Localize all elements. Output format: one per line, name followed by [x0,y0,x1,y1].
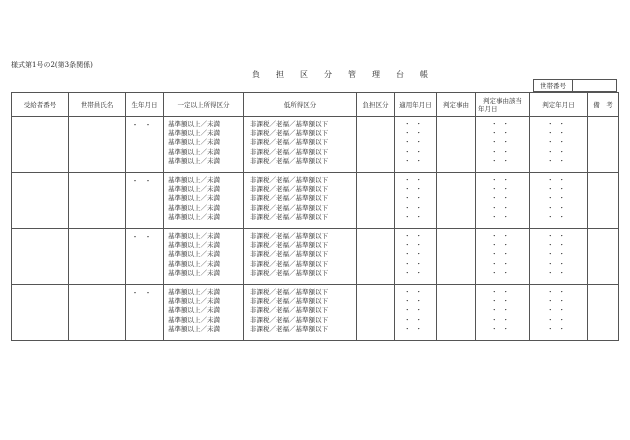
applied-date-dots[interactable]: ・・ [404,185,427,194]
income-class-option[interactable]: 基準額以上／未満 [168,288,220,296]
header-recipient-no: 受給者番号 [12,93,69,117]
income-class-option[interactable]: 基準額以上／未満 [168,156,220,165]
judgment-date-dots[interactable]: ・・ [547,297,570,306]
low-income-class-option[interactable]: 非課税／老福／基準額以下 [250,147,328,156]
applied-date-dots[interactable]: ・・ [404,241,427,250]
applied-date-dots[interactable]: ・・ [404,176,427,184]
birth-date-dots: ・・ [131,289,158,297]
low-income-class-option[interactable]: 非課税／老福／基準額以下 [250,194,328,203]
household-number-box [533,79,617,92]
applied-date-cell[interactable] [395,285,437,341]
judgment-date-dots[interactable]: ・・ [547,185,570,194]
applied-date-cell[interactable] [395,117,437,173]
judgment-date-dots[interactable]: ・・ [547,120,570,128]
low-income-class-cell [244,229,357,285]
reason-date-dots[interactable]: ・・ [491,185,514,194]
householder-cell[interactable] [69,173,126,229]
judgment-date-dots[interactable]: ・・ [547,176,570,184]
low-income-class-option[interactable]: 非課税／老福／基準額以下 [250,315,328,324]
applied-date-dots[interactable]: ・・ [404,138,427,147]
low-income-class-option[interactable]: 非課税／老福／基準額以下 [250,185,328,194]
income-class-option[interactable]: 基準額以上／未満 [168,129,220,138]
income-class-option[interactable]: 基準額以上／未満 [168,241,220,250]
judgment-date-dots[interactable]: ・・ [547,315,570,324]
judgment-date-dots[interactable]: ・・ [547,306,570,315]
header-applied-date: 適用年月日 [395,93,437,117]
householder-cell[interactable] [69,117,126,173]
burden-ledger-table [11,92,619,341]
ledger-row [12,285,619,341]
judgment-reason-cell[interactable] [437,229,476,285]
low-income-class-cell [244,285,357,341]
recipient-no-cell[interactable] [12,173,69,229]
low-income-class-option-stack [244,173,356,222]
reason-date-dots-stack [476,285,529,334]
income-class-cell [164,285,244,341]
birth-date-dots: ・・ [131,177,158,185]
remarks-cell[interactable] [588,285,619,341]
burden-class-cell[interactable] [357,173,395,229]
applied-date-dots[interactable]: ・・ [404,297,427,306]
income-class-option[interactable]: 基準額以上／未満 [168,185,220,194]
judgment-reason-cell[interactable] [437,173,476,229]
reason-date-dots[interactable]: ・・ [491,147,514,156]
burden-class-cell[interactable] [357,229,395,285]
applied-date-dots[interactable]: ・・ [404,268,427,277]
judgment-date-dots[interactable]: ・・ [547,138,570,147]
applied-date-cell[interactable] [395,229,437,285]
reason-date-dots[interactable]: ・・ [491,306,514,315]
low-income-class-option[interactable]: 非課税／老福／基準額以下 [250,232,328,240]
judgment-date-dots[interactable]: ・・ [547,324,570,333]
applied-date-dots-stack [395,117,436,166]
reason-date-dots[interactable]: ・・ [491,156,514,165]
header-reason-date-line1: 判定事由該当 [483,96,522,105]
remarks-cell[interactable] [588,229,619,285]
income-class-option[interactable]: 基準額以上／未満 [168,232,220,240]
applied-date-dots[interactable]: ・・ [404,129,427,138]
income-class-option[interactable]: 基準額以上／未満 [168,324,220,333]
reason-date-dots[interactable]: ・・ [491,297,514,306]
income-class-option[interactable]: 基準額以上／未満 [168,315,220,324]
birth-date-dots: ・・ [131,233,158,241]
applied-date-dots[interactable]: ・・ [404,232,427,240]
ledger-row [12,229,619,285]
reason-date-dots[interactable]: ・・ [491,120,514,128]
applied-date-dots[interactable]: ・・ [404,306,427,315]
header-judgment-date: 判定年月日 [530,93,588,117]
judgment-date-dots-stack [530,229,587,278]
judgment-date-dots[interactable]: ・・ [547,232,570,240]
income-class-option[interactable]: 基準額以上／未満 [168,212,220,221]
income-class-option[interactable]: 基準額以上／未満 [168,120,220,128]
reason-date-dots[interactable]: ・・ [491,232,514,240]
form-number: 様式第1号の2(第3条関係) [11,61,93,69]
household-number-field[interactable] [573,80,616,91]
reason-date-cell[interactable] [476,229,530,285]
judgment-date-dots[interactable]: ・・ [547,288,570,296]
judgment-date-cell[interactable] [530,229,588,285]
recipient-no-cell[interactable] [12,229,69,285]
ledger-row [12,173,619,229]
householder-cell[interactable] [69,229,126,285]
income-class-option-stack [164,117,243,166]
low-income-class-option[interactable]: 非課税／老福／基準額以下 [250,212,328,221]
header-row [12,93,619,117]
judgment-date-dots-stack [530,117,587,166]
recipient-no-cell[interactable] [12,117,69,173]
header-reason-date-line2: 年月日 [478,104,498,113]
income-class-cell [164,117,244,173]
applied-date-cell[interactable] [395,173,437,229]
income-class-option[interactable]: 基準額以上／未満 [168,268,220,277]
recipient-no-cell[interactable] [12,285,69,341]
low-income-class-option[interactable]: 非課税／老福／基準額以下 [250,241,328,250]
reason-date-dots[interactable]: ・・ [491,129,514,138]
judgment-date-cell[interactable] [530,117,588,173]
header-low-income-class: 低所得区分 [244,93,357,117]
low-income-class-option[interactable]: 非課税／老福／基準額以下 [250,324,328,333]
income-class-cell [164,173,244,229]
low-income-class-option-stack [244,285,356,334]
judgment-date-dots[interactable]: ・・ [547,212,570,221]
reason-date-cell[interactable] [476,173,530,229]
low-income-class-option[interactable]: 非課税／老福／基準額以下 [250,120,328,128]
judgment-date-dots-stack [530,285,587,334]
reason-date-dots[interactable]: ・・ [491,315,514,324]
reason-date-cell[interactable] [476,117,530,173]
low-income-class-option[interactable]: 非課税／老福／基準額以下 [250,297,328,306]
form-title: 負 担 区 分 管 理 台 帳 [252,70,432,79]
reason-date-dots[interactable]: ・・ [491,250,514,259]
header-remarks: 備 考 [588,93,619,117]
burden-class-cell[interactable] [357,285,395,341]
applied-date-dots[interactable]: ・・ [404,259,427,268]
low-income-class-option[interactable]: 非課税／老福／基準額以下 [250,250,328,259]
reason-date-dots[interactable]: ・・ [491,259,514,268]
judgment-date-dots[interactable]: ・・ [547,250,570,259]
judgment-date-dots[interactable]: ・・ [547,129,570,138]
judgment-date-dots[interactable]: ・・ [547,241,570,250]
ledger-row [12,117,619,173]
reason-date-dots[interactable]: ・・ [491,176,514,184]
income-class-option[interactable]: 基準額以上／未満 [168,306,220,315]
reason-date-dots-stack [476,117,529,166]
reason-date-dots[interactable]: ・・ [491,138,514,147]
low-income-class-option-stack [244,229,356,278]
low-income-class-option[interactable]: 非課税／老福／基準額以下 [250,203,328,212]
applied-date-dots[interactable]: ・・ [404,147,427,156]
header-income-class: 一定以上所得区分 [164,93,244,117]
birth-date-cell[interactable] [126,173,164,229]
applied-date-dots[interactable]: ・・ [404,315,427,324]
judgment-date-dots[interactable]: ・・ [547,194,570,203]
applied-date-dots[interactable]: ・・ [404,288,427,296]
reason-date-dots[interactable]: ・・ [491,241,514,250]
reason-date-cell[interactable] [476,285,530,341]
reason-date-dots[interactable]: ・・ [491,194,514,203]
low-income-class-option[interactable]: 非課税／老福／基準額以下 [250,129,328,138]
income-class-option[interactable]: 基準額以上／未満 [168,147,220,156]
judgment-date-cell[interactable] [530,173,588,229]
applied-date-dots[interactable]: ・・ [404,156,427,165]
judgment-date-dots[interactable]: ・・ [547,268,570,277]
low-income-class-option[interactable]: 非課税／老福／基準額以下 [250,268,328,277]
judgment-reason-cell[interactable] [437,285,476,341]
low-income-class-option[interactable]: 非課税／老福／基準額以下 [250,138,328,147]
income-class-option-stack [164,229,243,278]
header-householder: 世帯員氏名 [69,93,126,117]
judgment-date-dots[interactable]: ・・ [547,147,570,156]
header-birth-date: 生年月日 [126,93,164,117]
header-judgment-reason: 判定事由 [437,93,476,117]
applied-date-dots-stack [395,285,436,334]
birth-date-cell[interactable] [126,285,164,341]
applied-date-dots[interactable]: ・・ [404,212,427,221]
income-class-option[interactable]: 基準額以上／未満 [168,203,220,212]
judgment-date-dots-stack [530,173,587,222]
income-class-option-stack [164,285,243,334]
reason-date-dots[interactable]: ・・ [491,288,514,296]
judgment-date-cell[interactable] [530,285,588,341]
reason-date-dots-stack [476,229,529,278]
income-class-option[interactable]: 基準額以上／未満 [168,250,220,259]
applied-date-dots[interactable]: ・・ [404,203,427,212]
birth-date-dots: ・・ [131,121,158,129]
applied-date-dots[interactable]: ・・ [404,324,427,333]
low-income-class-cell [244,117,357,173]
income-class-option[interactable]: 基準額以上／未満 [168,194,220,203]
low-income-class-option[interactable]: 非課税／老福／基準額以下 [250,306,328,315]
header-reason-date [476,93,530,117]
birth-date-cell[interactable] [126,117,164,173]
income-class-option[interactable]: 基準額以上／未満 [168,176,220,184]
judgment-reason-cell[interactable] [437,117,476,173]
reason-date-dots[interactable]: ・・ [491,324,514,333]
reason-date-dots-stack [476,173,529,222]
reason-date-dots[interactable]: ・・ [491,212,514,221]
judgment-date-dots[interactable]: ・・ [547,203,570,212]
applied-date-dots[interactable]: ・・ [404,250,427,259]
remarks-cell[interactable] [588,173,619,229]
reason-date-dots[interactable]: ・・ [491,203,514,212]
low-income-class-option[interactable]: 非課税／老福／基準額以下 [250,176,328,184]
income-class-option[interactable]: 基準額以上／未満 [168,138,220,147]
judgment-date-dots[interactable]: ・・ [547,156,570,165]
income-class-option-stack [164,173,243,222]
applied-date-dots[interactable]: ・・ [404,120,427,128]
low-income-class-option[interactable]: 非課税／老福／基準額以下 [250,288,328,296]
reason-date-dots[interactable]: ・・ [491,268,514,277]
applied-date-dots[interactable]: ・・ [404,194,427,203]
burden-class-cell[interactable] [357,117,395,173]
applied-date-dots-stack [395,173,436,222]
household-number-label: 世帯番号 [534,80,573,91]
income-class-option[interactable]: 基準額以上／未満 [168,259,220,268]
applied-date-dots-stack [395,229,436,278]
birth-date-cell[interactable] [126,229,164,285]
income-class-cell [164,229,244,285]
header-burden-class: 負担区分 [357,93,395,117]
income-class-option[interactable]: 基準額以上／未満 [168,297,220,306]
remarks-cell[interactable] [588,117,619,173]
judgment-date-dots[interactable]: ・・ [547,259,570,268]
low-income-class-cell [244,173,357,229]
householder-cell[interactable] [69,285,126,341]
low-income-class-option[interactable]: 非課税／老福／基準額以下 [250,156,328,165]
low-income-class-option-stack [244,117,356,166]
low-income-class-option[interactable]: 非課税／老福／基準額以下 [250,259,328,268]
